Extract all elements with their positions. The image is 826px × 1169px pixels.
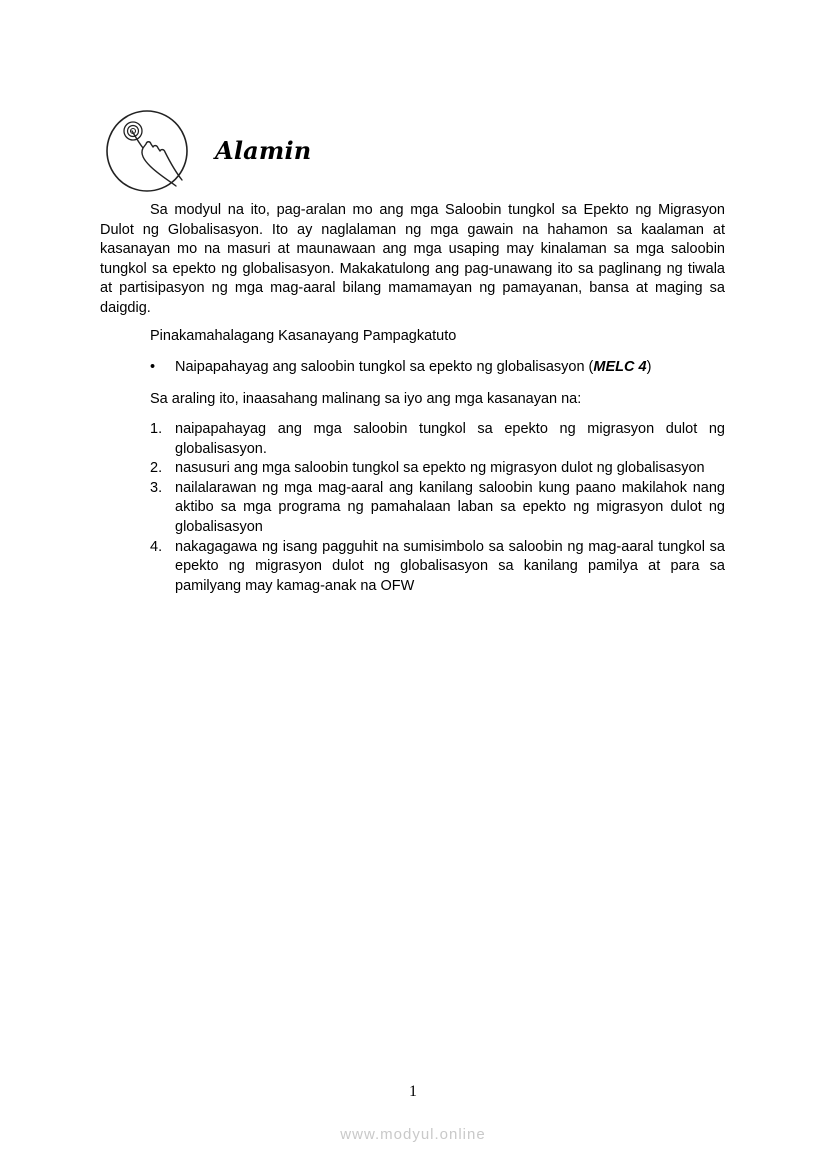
list-item-text: naipapahayag ang mga saloobin tungkol sa epekto ng migrasyon dulot ng globalisasyon. <box>175 421 725 457</box>
objectives-list <box>150 420 725 596</box>
list-item <box>150 479 725 538</box>
intro-paragraph: Sa modyul na ito, pag-aralan mo ang mga Saloobin tungkol sa Epekto ng Migrasyon Dulot ng Globalisasyon. Ito ay naglalaman ng mga gawain na hahamon sa kaalaman at kasanayan mo na masuri at maunawaan ang mga usaping may kinalaman sa mga saloobin tungkol sa epekto ng globalisasyon. Makakatulong ang pag-unawang ito sa paglinang ng tiwala at partisipasyon ng mga mag-aaral bilang mamamayan ng pamayanan, bansa at maging sa daigdig. <box>100 202 725 316</box>
list-item-text: nakagagawa ng isang pagguhit na sumisimbolo sa saloobin ng mag-aaral tungkol sa epekto ng migrasyon dulot ng globalisasyon sa kanilang pamilya at para sa pamilyang may kamag-anak na OFW <box>175 538 725 594</box>
list-item-text: nasusuri ang mga saloobin tungkol sa epekto ng migrasyon dulot ng globalisasyon <box>175 460 705 477</box>
melc-item <box>150 358 725 378</box>
list-item <box>150 459 725 479</box>
page-number: 1 <box>409 1083 417 1100</box>
list-item <box>150 538 725 597</box>
melc-list <box>150 358 725 378</box>
list-item-number: 3. <box>150 479 163 496</box>
melc-heading: Pinakamahalagang Kasanayang Pampagkatuto <box>150 328 457 344</box>
watermark: www.modyul.online <box>340 1126 486 1143</box>
list-item-number: 1. <box>150 421 163 437</box>
pointing-hand-icon <box>106 108 198 194</box>
section-title: Alamin <box>215 136 312 165</box>
list-item <box>150 420 725 459</box>
list-item-number: 4. <box>150 538 163 555</box>
objectives-intro: Sa araling ito, inaasahang malinang sa iyo ang mga kasanayan na: <box>150 391 582 407</box>
list-item-number: 2. <box>150 460 163 477</box>
list-item-text: nailalarawan ng mga mag-aaral ang kanilang saloobin kung paano makilahok nang aktibo sa mga programa ng pamahalaan laban sa epekto ng migrasyon dulot ng globalisasyon <box>175 479 725 535</box>
melc-close-paren: ) <box>646 359 652 375</box>
melc-item-text: Naipapahayag ang saloobin tungkol sa epekto ng globalisasyon ( <box>175 359 594 375</box>
melc-code: MELC 4 <box>593 359 647 375</box>
